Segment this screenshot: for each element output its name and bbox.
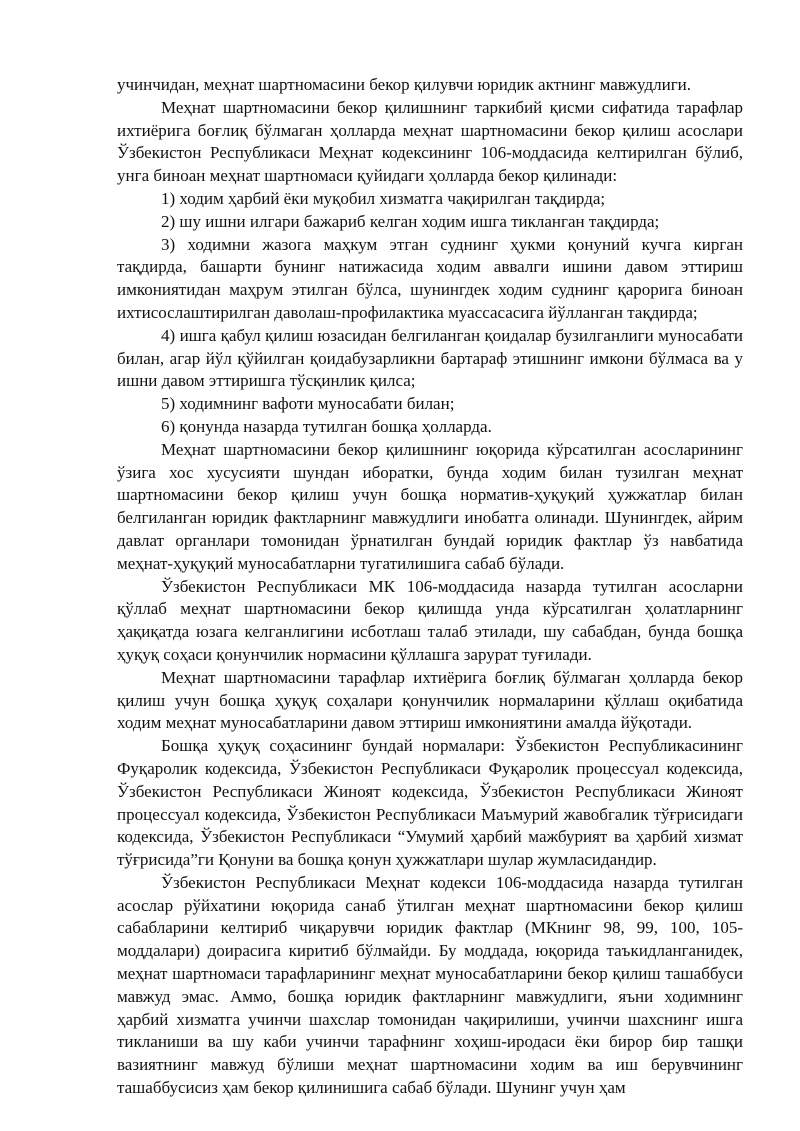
list-item: 3) ходимни жазога маҳкум этган суднинг ҳукми қонуний кучга кирган тақдирда, башарти бунинг натижасида ходим аввалги ишини давом эттириш имкониятидан маҳрум этилган бўлса, шунингдек ходим суднинг қарорига биноан ихтисослаштирилган даволаш-профилактика муассасасига йўлланган тақдирда; xyxy=(117,234,743,322)
list-item: 6) қонунда назарда тутилган бошқа ҳолларда. xyxy=(161,416,492,436)
list-item: 1) ходим ҳарбий ёки муқобил хизматга чақирилган тақдирда; xyxy=(161,188,606,208)
list-item: 2) шу ишни илгари бажариб келган ходим ишга тикланган тақдирда; xyxy=(161,211,660,231)
paragraph: Меҳнат шартномасини бекор қилишнинг юқорида кўрсатилган асосларининг ўзига хос хусусияти шундан иборатки, бунда ходим билан тузилган меҳнат шартномасини бекор қилиш учун бошқа норматив-ҳуқуқий ҳужжатлар билан белгиланган юридик фактларнинг мавжудлиги инобатга олинади. Шунингдек, айрим давлат органлари томонидан ўрнатилган бундай юридик фактлар ўз навбатида меҳнат-ҳуқуқий муносабатларни тугатилишига сабаб бўлади. xyxy=(117,439,743,573)
list-item: 4) ишга қабул қилиш юзасидан белгиланган қоидалар бузилганлиги муносабати билан, агар йўл қўйилган қоидабузарликни бартараф этишнинг имкони бўлмаса ва у ишни давом эттиришга тўсқинлик қилса; xyxy=(117,325,743,391)
paragraph: Ўзбекистон Республикаси МК 106-моддасида назарда тутилган асосларни қўллаб меҳнат шартномасини бекор қилишда унда кўрсатилган ҳолатларнинг ҳақиқатда юзага келганлигини исботлаш талаб этилади, шу сабабдан, бунда бошқа ҳуқуқ соҳаси қонунчилик нормасини қўллашга зарурат туғилади. xyxy=(117,576,743,664)
paragraph-continuation: учинчидан, меҳнат шартномасини бекор қилувчи юридик актнинг мавжудлиги. xyxy=(117,75,692,94)
paragraph: Ўзбекистон Республикаси Меҳнат кодекси 106-моддасида назарда тутилган асослар рўйхатини юқорида санаб ўтилган меҳнат шартномасини бекор қилиш сабабларини келтириб чиқарувчи юридик фактлар (МКнинг 98, 99, 100, 105-моддалари) доирасига киритиб бўлмайди. Бу моддада, юқорида таъкидланганидек, меҳнат шартномаси тарафларининг меҳнат муносабатларини бекор қилиш ташаббуси мавжуд эмас. Аммо, бошқа юридик фактларнинг мавжудлиги, яъни ходимнинг ҳарбий хизматга учинчи шахслар томонидан чақирилиши, учинчи шахснинг ишга тикланиши ва шу каби учинчи тарафнинг хоҳиш-иродаси ёки бирор бир ташқи вазиятнинг мавжуд бўлиши меҳнат шартномасини ходим ва иш берувчининг ташаббусисиз ҳам бекор қилинишига сабаб бўлади. Шунинг учун ҳам xyxy=(117,872,743,1098)
list-item: 5) ходимнинг вафоти муносабати билан; xyxy=(161,394,455,414)
document-page xyxy=(117,74,743,1100)
paragraph: Бошқа ҳуқуқ соҳасининг бундай нормалари: Ўзбекистон Республикасининг Фуқаролик кодексида, Ўзбекистон Республикаси Фуқаролик процессуал кодексида, Ўзбекистон Республикаси Жиноят кодексида, Ўзбекистон Республикаси Жиноят процессуал кодексида, Ўзбекистон Республикаси Маъмурий жавобгалик тўғрисидаги кодексида, Ўзбекистон Республикаси “Умумий ҳарбий мажбурият ва ҳарбий хизмат тўғрисида”ги Қонуни ва бошқа қонун ҳужжатлари шулар жумласидандир. xyxy=(117,736,743,870)
paragraph: Меҳнат шартномасини тарафлар ихтиёрига боғлиқ бўлмаган ҳолларда бекор қилиш учун бошқа ҳуқуқ соҳалари қонунчилик нормаларини қўллаш оқибатида ходим меҳнат муносабатларини давом эттириш имкониятини амалда йўқотади. xyxy=(117,667,743,733)
paragraph: Меҳнат шартномасини бекор қилишнинг таркибий қисми сифатида тарафлар ихтиёрига боғлиқ бўлмаган ҳолларда меҳнат шартномасини бекор қилиш асослари Ўзбекистон Республикаси Меҳнат кодексининг 106-моддасида келтирилган бўлиб, унга биноан меҳнат шартномаси қуйидаги ҳолларда бекор қилинади: xyxy=(117,97,743,186)
